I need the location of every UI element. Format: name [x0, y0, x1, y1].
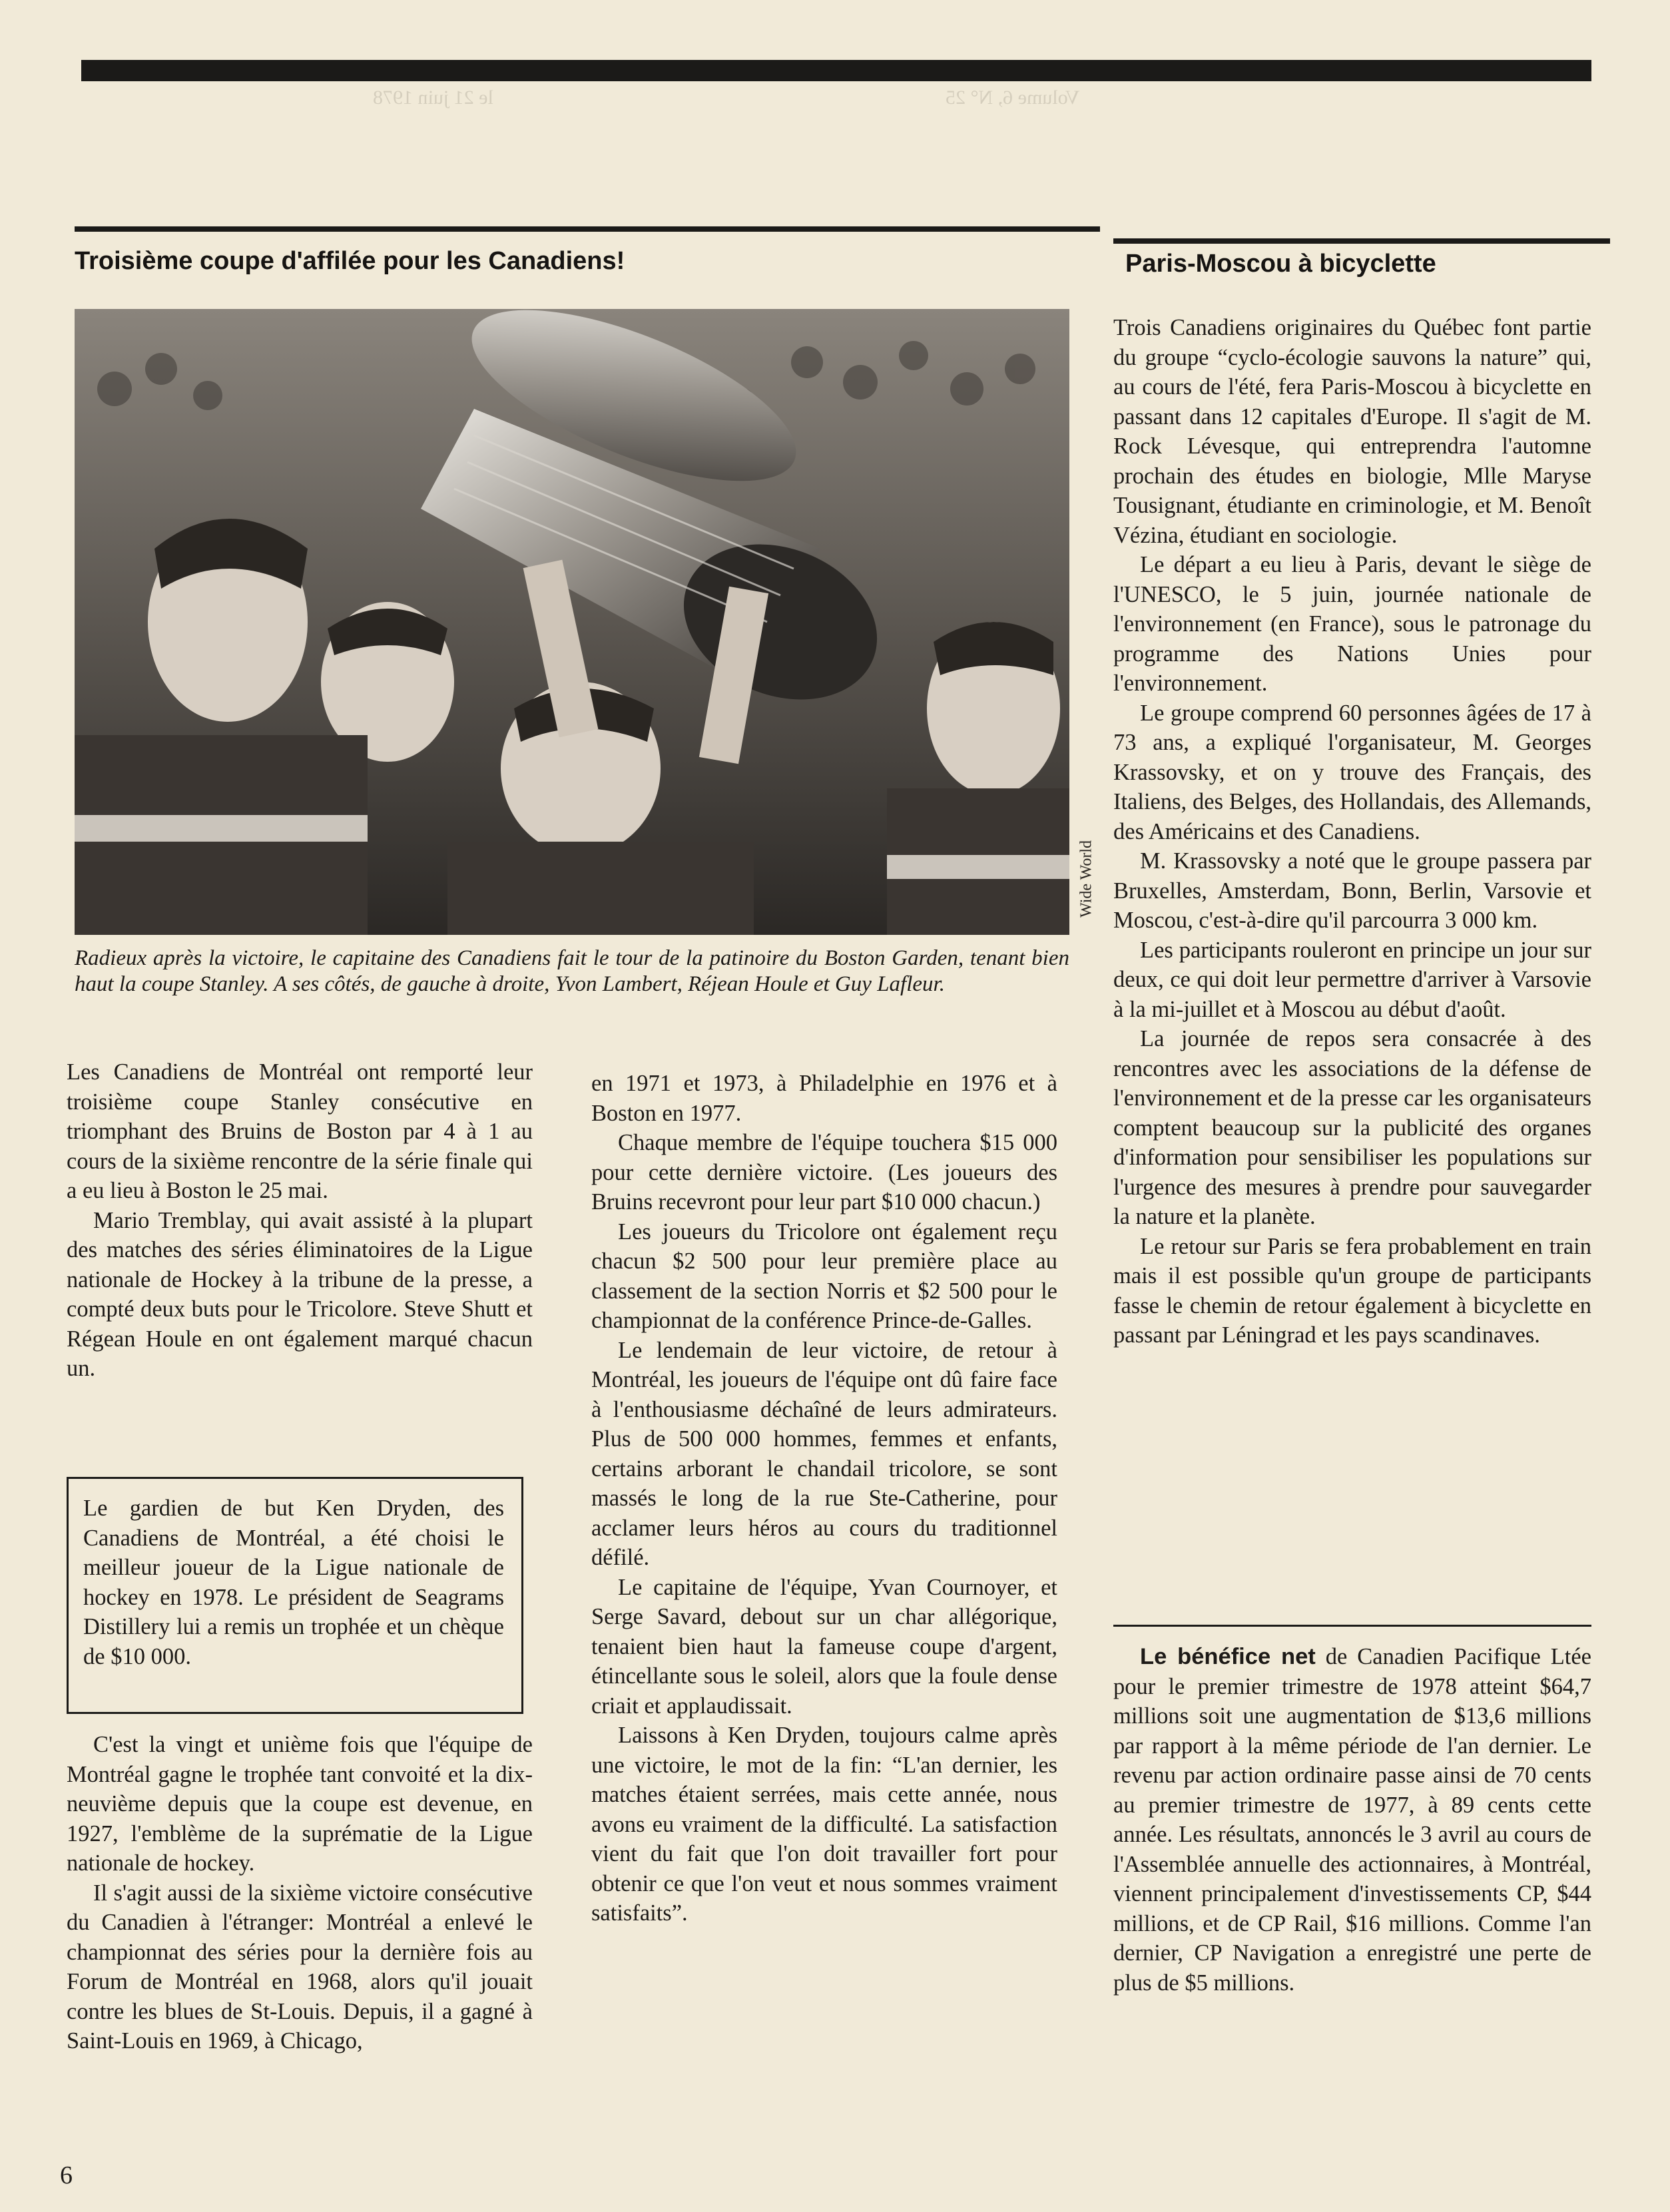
paragraph: Les Canadiens de Montréal ont remporté leur troisième coupe Stanley consécutive en triomphant des Bruins de Boston par 4 à 1 au cours de la sixième rencontre de la série finale qui a eu lieu à Boston le 25 mai. — [67, 1059, 533, 1203]
paragraph: Laissons à Ken Dryden, toujours calme après une victoire, le mot de la fin: “L'an dernier, les matches étaient serrées, mais cette année, nous avons eu vraiment de la difficulté. La satisfaction vient du fait que l'on doit travailler fort pour obtenir ce que l'on veut et nous sommes vraiment satisfaits”. — [591, 1723, 1057, 1926]
paragraph: M. Krassovsky a noté que le groupe passera par Bruxelles, Amsterdam, Bonn, Berlin, Varsovie et Moscou, c'est-à-dire qu'il parcourra 3 000 km. — [1113, 848, 1591, 933]
bleed-through-volume: Volume 6, N° 25 — [946, 87, 1080, 109]
paragraph: Chaque membre de l'équipe touchera $15 000 pour cette dernière victoire. (Les joueurs des Bruins recevront pour leur part $10 000 chacun.) — [591, 1130, 1057, 1215]
paragraph: C'est la vingt et unième fois que l'équipe de Montréal gagne le trophée tant convoité et la dix-neuvième depuis que la coupe est devenue, en 1927, l'emblème de la suprématie de la Ligue nationale de hockey. — [67, 1732, 533, 1876]
paragraph: La journée de repos sera consacrée à des rencontres avec les associations de la défense de l'environnement et de la presse car les organisateurs comptent beaucoup sur la publicité des organes d'information pour sensibiliser les populations sur l'urgence des mesures à prendre pour sauvegarder la nature et la planète. — [1113, 1026, 1591, 1229]
paragraph: Le groupe comprend 60 personnes âgées de 17 à 73 ans, a expliqué l'organisateur, M. Georges Krassovsky, et on y trouve des Français, des Italiens, des Belges, des Hollandais, des Allemands, des Américains et des Canadiens. — [1113, 700, 1591, 844]
page-number: 6 — [60, 2161, 73, 2189]
paragraph: Les joueurs du Tricolore ont également reçu chacun $2 500 pour leur première place au classement de la section Norris et $2 500 pour le championnat de la conférence Prince-de-Galles. — [591, 1219, 1057, 1333]
paragraph: Mario Tremblay, qui avait assisté à la plupart des matches des séries éliminatoires de la Ligue nationale de Hockey à la tribune de la presse, a compté deux buts pour le Tricolore. Steve Shutt et Régean Houle en ont également marqué chacun un. — [67, 1207, 533, 1381]
section-divider — [1113, 1625, 1591, 1627]
article-column-right — [1113, 313, 1591, 1350]
article-column-1-continued — [67, 1730, 533, 2056]
headline-stanley-cup: Troisième coupe d'affilée pour les Canadiens! — [75, 247, 625, 275]
headline-rule-left — [75, 226, 1100, 232]
photo-caption: Radieux après la victoire, le capitaine des Canadiens fait le tour de la patinoire du Boston Garden, tenant bien haut la coupe Stanley. A ses côtés, de gauche à droite, Yvon Lambert, Réjean Houle et Guy Lafleur. — [75, 946, 1069, 996]
article-column-1 — [67, 1057, 533, 1384]
brief-lead: Le bénéfice net — [1140, 1644, 1316, 1669]
brief-cp-profits — [1113, 1642, 1591, 1998]
brief-text: de Canadien Pacifique Ltée pour le premier trimestre de 1978 atteint $64,7 millions soit une augmentation de $13,6 millions par rapport à la même période de l'an dernier. Le revenu par action ordinaire passe ainsi de 70 cents au premier trimestre de 1977, à 89 cents cette année. Les résultats, annoncés le 3 avril au cours de l'Assemblée annuelle des actionnaires, à Montréal, viennent principalement d'investissements CP, $44 millions, et de CP Rail, $16 millions. Comme l'an dernier, CP Navigation a enregistré une perte de plus de $5 millions. — [1113, 1644, 1591, 1996]
paragraph: Trois Canadiens originaires du Québec font partie du groupe “cyclo-écologie sauvons la nature” qui, au cours de l'été, fera Paris-Moscou à bicyclette en passant dans 12 capitales d'Europe. Il s'agit de M. Rock Lévesque, qui entreprendra l'automne prochain des études en biologie, Mlle Maryse Tousignant, étudiante en criminologie, et M. Benoît Vézina, étudiant en sociologie. — [1113, 315, 1591, 548]
paragraph — [1113, 1642, 1591, 1998]
paragraph: en 1971 et 1973, à Philadelphie en 1976 et à Boston en 1977. — [591, 1071, 1057, 1126]
boxed-note-text: Le gardien de but Ken Dryden, des Canadiens de Montréal, a été choisi le meilleur joueur de la Ligue nationale de hockey en 1978. Le président de Seagrams Distillery lui a remis un trophée et un chèque de $10 000. — [83, 1496, 504, 1669]
paragraph: Le lendemain de leur victoire, de retour à Montréal, les joueurs de l'équipe ont dû faire face à l'enthousiasme déchaîné de leurs admirateurs. Plus de 500 000 hommes, femmes et enfants, certains arborant le chandail tricolore, se sont massés le long de la rue Ste-Catherine, pour acclamer leurs héros au cours du traditionnel défilé. — [591, 1337, 1057, 1570]
paragraph: Le départ a eu lieu à Paris, devant le siège de l'UNESCO, le 5 juin, journée nationale de l'environnement (en France), sous le patronage du programme des Nations Unies pour l'environnement. — [1113, 552, 1591, 696]
photo-credit: Wide World — [1077, 840, 1095, 918]
headline-rule-right — [1113, 238, 1610, 244]
boxed-note — [67, 1477, 523, 1714]
paragraph: Les participants rouleront en principe un jour sur deux, ce qui doit leur permettre d'arriver à Varsovie à la mi-juillet et à Moscou au début d'août. — [1113, 937, 1591, 1022]
paragraph: Il s'agit aussi de la sixième victoire consécutive du Canadien à l'étranger: Montréal a enlevé le championnat des séries pour la dernière fois au Forum de Montréal en 1968, alors qu'il jouait contre les blues de St-Louis. Depuis, il a gagné à Saint-Louis en 1969, à Chicago, — [67, 1880, 533, 2054]
article-column-2 — [591, 1069, 1057, 1928]
top-rule-bar — [81, 60, 1591, 81]
paragraph: Le capitaine de l'équipe, Yvan Cournoyer, et Serge Savard, debout sur un char allégorique, tenaient bien haut la fameuse coupe d'argent, étincellante sous le soleil, alors que la foule dense criait et applaudissait. — [591, 1574, 1057, 1719]
headline-paris-moscou: Paris-Moscou à bicyclette — [1125, 250, 1436, 278]
bleed-through-date: le 21 juin 1978 — [373, 87, 493, 109]
paragraph: Le retour sur Paris se fera probablement en train mais il est possible qu'un groupe de participants fasse le chemin de retour également à bicyclette en passant par Léningrad et les pays scandinaves. — [1113, 1233, 1591, 1348]
stanley-cup-photo — [75, 309, 1069, 935]
